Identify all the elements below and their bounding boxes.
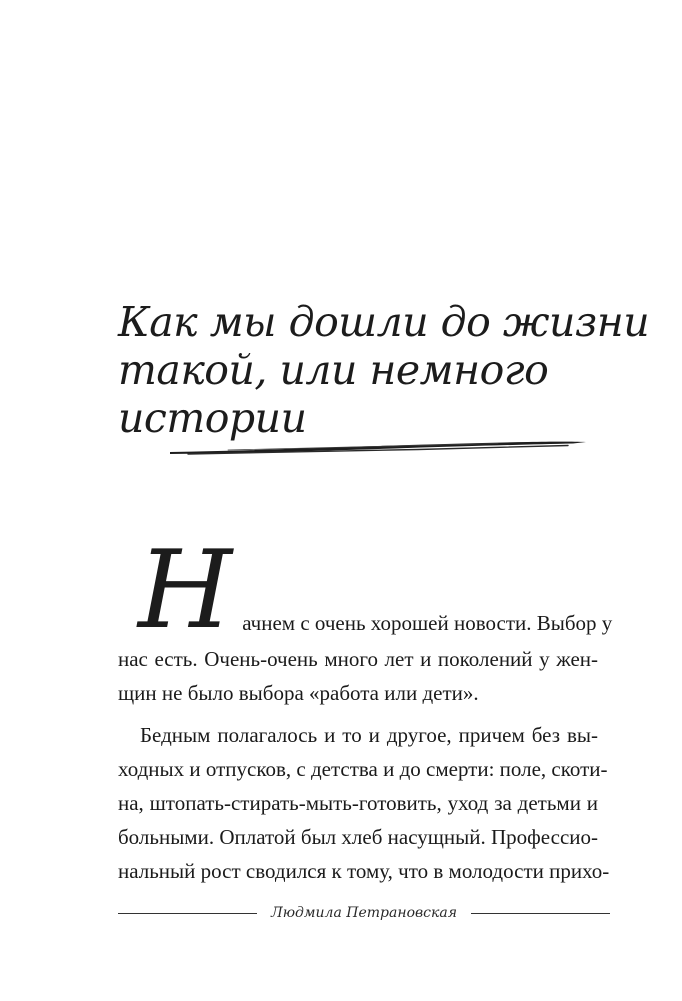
footer-author: Людмила Петрановская: [271, 905, 457, 921]
drop-cap: Н: [138, 528, 233, 653]
text-line: больными. Оплатой был хлеб насущный. Профессио-: [118, 825, 598, 849]
paragraph: [118, 718, 610, 888]
running-footer: [118, 902, 610, 924]
text-line: ачнем с очень хорошей новости. Выбор у: [242, 611, 613, 635]
chapter-title: [118, 298, 650, 442]
footer-rule-right: [471, 913, 610, 914]
chapter-title-line: истории: [118, 394, 307, 442]
chapter-body: [118, 528, 613, 888]
text-line: на, штопать-стирать-мыть-готовить, уход за детьми и: [118, 791, 598, 815]
chapter-title-line: Как мы дошли до жизни: [118, 298, 650, 346]
decorative-brush-stroke: [168, 432, 588, 460]
text-line: нас есть. Очень-очень много лет и поколений у жен-: [118, 647, 598, 671]
footer-rule-left: [118, 913, 257, 914]
text-line: щин не было выбора «работа или дети».: [118, 681, 479, 705]
text-line: Бедным полагалось и то и другое, причем без вы-: [140, 723, 598, 747]
paragraph: [118, 642, 598, 710]
chapter-title-line: такой, или немного: [118, 346, 549, 394]
text-line: ходных и отпусков, с детства и до смерти: поле, скоти-: [118, 757, 608, 781]
text-line: нальный рост сводился к тому, что в молодости прихо-: [118, 859, 610, 883]
